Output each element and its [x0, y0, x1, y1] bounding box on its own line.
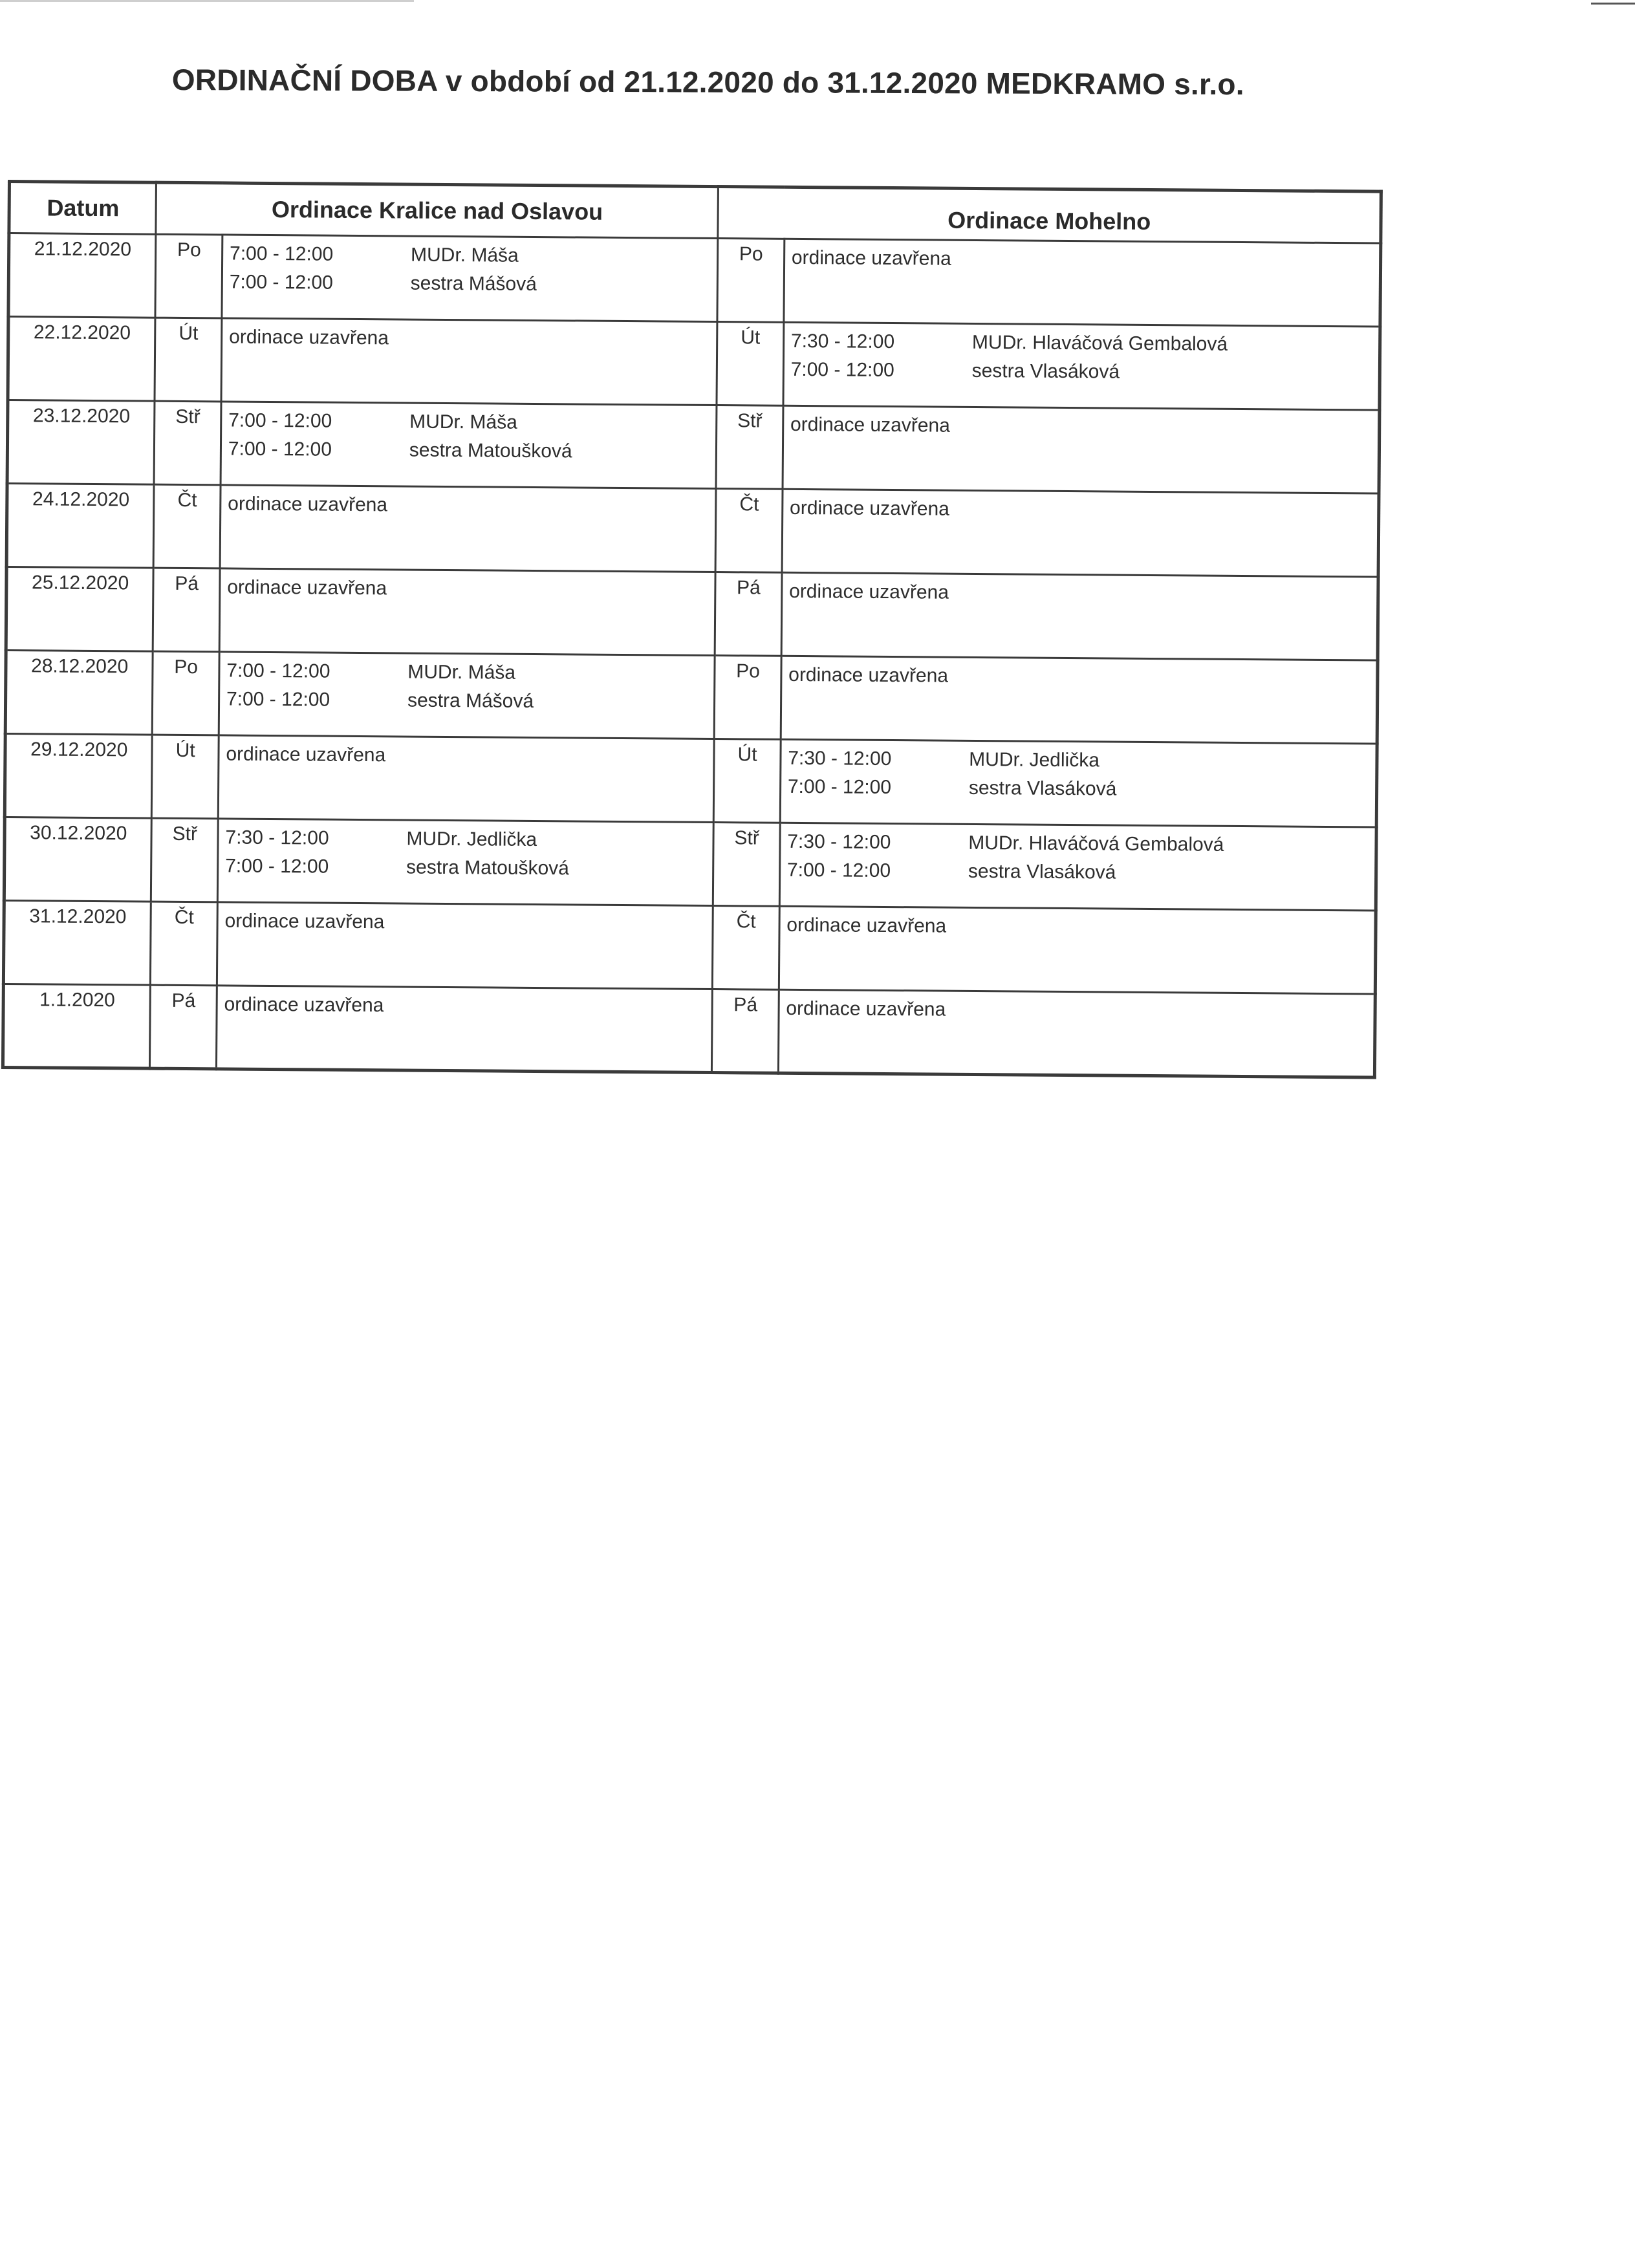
schedule-table: [1, 180, 1383, 1079]
k-line-2: [228, 435, 709, 467]
mohelno-day-cell: Stř: [716, 405, 783, 490]
mohelno-day-cell: Pá: [715, 572, 781, 656]
closed-note: ordinace uzavřena: [789, 497, 950, 520]
time-range: 7:00 - 12:00: [787, 775, 892, 799]
kralice-day-cell: Pá: [150, 985, 217, 1069]
mohelno-hours-cell: [783, 322, 1380, 410]
table-row: [5, 650, 1378, 744]
mohelno-day-cell: Pá: [712, 989, 779, 1074]
kralice-day-cell: Út: [152, 735, 219, 819]
staff-name: MUDr. Hlaváčová Gembalová: [971, 331, 1228, 355]
header-clinic-mohelno: Ordinace Mohelno: [718, 187, 1381, 244]
time-range: 7:00 - 12:00: [229, 243, 334, 265]
table-row: [3, 984, 1375, 1077]
kralice-hours-cell: [217, 902, 713, 989]
kralice-day-cell: Čt: [151, 902, 217, 986]
staff-name: MUDr. Hlaváčová Gembalová: [968, 832, 1224, 856]
scan-mark-top-left: [0, 0, 414, 2]
time-range: 7:00 - 12:00: [226, 688, 330, 711]
time-range: 7:00 - 12:00: [228, 409, 332, 432]
mohelno-day-cell: Po: [717, 239, 784, 323]
page-title: ORDINAČNÍ DOBA v období od 21.12.2020 do 31.12.2020 MEDKRAMO s.r.o.: [171, 62, 1244, 102]
date-cell: 29.12.2020: [5, 733, 152, 818]
k-line-2: [230, 268, 711, 300]
k-line-1: [230, 240, 711, 272]
staff-name: sestra Vlasáková: [968, 777, 1117, 800]
kralice-hours-cell: [221, 318, 717, 405]
kralice-day-cell: Po: [155, 234, 222, 318]
mohelno-hours-cell: [783, 405, 1380, 493]
m-line-1: [788, 744, 1369, 777]
mohelno-hours-cell: [778, 989, 1375, 1077]
staff-name: sestra Mášová: [410, 272, 537, 295]
kralice-hours-cell: [218, 735, 714, 823]
kralice-hours-cell: [219, 652, 715, 739]
kralice-day-cell: Pá: [153, 568, 220, 652]
time-range: 7:30 - 12:00: [788, 747, 892, 770]
staff-name: MUDr. Máša: [409, 411, 517, 433]
mohelno-day-cell: Čt: [713, 906, 779, 990]
mohelno-hours-cell: [779, 823, 1376, 911]
staff-name: MUDr. Jedlička: [969, 748, 1100, 772]
date-cell: 1.1.2020: [3, 984, 150, 1068]
closed-note: ordinace uzavřena: [790, 413, 950, 437]
staff-name: MUDr. Máša: [410, 244, 519, 266]
date-cell: 28.12.2020: [5, 650, 153, 735]
staff-name: sestra Matoušková: [406, 856, 570, 880]
table-row: [7, 400, 1380, 494]
table-header-row: [9, 182, 1381, 244]
closed-note: ordinace uzavřena: [224, 910, 385, 933]
m-line-1: [787, 828, 1369, 861]
closed-note: ordinace uzavřena: [229, 326, 389, 349]
date-cell: 25.12.2020: [6, 567, 153, 652]
time-range: 7:30 - 12:00: [790, 330, 895, 353]
staff-name: sestra Vlasáková: [968, 860, 1116, 883]
table-row: [4, 817, 1376, 911]
kralice-hours-cell: [222, 235, 718, 322]
mohelno-day-cell: Út: [714, 739, 781, 823]
m-line-1: [791, 327, 1372, 360]
date-cell: 21.12.2020: [8, 233, 156, 318]
table-row: [3, 900, 1376, 994]
mohelno-hours-cell: [781, 572, 1378, 660]
header-clinic-kralice: Ordinace Kralice nad Oslavou: [156, 182, 718, 238]
m-line-2: [787, 856, 1369, 889]
time-range: 7:30 - 12:00: [787, 830, 891, 854]
kralice-day-cell: Stř: [151, 818, 218, 902]
kralice-hours-cell: [219, 568, 715, 656]
closed-note: ordinace uzavřena: [228, 493, 388, 516]
date-cell: 31.12.2020: [3, 900, 151, 985]
scan-mark-top-right: [1591, 3, 1635, 5]
kralice-day-cell: Út: [155, 318, 221, 402]
m-line-2: [788, 773, 1369, 806]
staff-name: sestra Mášová: [407, 689, 534, 712]
closed-note: ordinace uzavřena: [227, 576, 387, 599]
time-range: 7:00 - 12:00: [229, 271, 333, 294]
mohelno-day-cell: Čt: [715, 489, 782, 573]
staff-name: sestra Matoušková: [409, 439, 572, 462]
table-row: [5, 733, 1377, 827]
mohelno-hours-cell: [781, 656, 1378, 744]
closed-note: ordinace uzavřena: [226, 743, 386, 766]
closed-note: ordinace uzavřena: [789, 580, 949, 603]
header-date: Datum: [9, 182, 157, 235]
staff-name: sestra Vlasáková: [971, 360, 1120, 383]
k-line-2: [225, 852, 706, 883]
kralice-hours-cell: [217, 819, 713, 906]
closed-note: ordinace uzavřena: [791, 246, 951, 270]
kralice-day-cell: Stř: [155, 401, 221, 485]
m-line-2: [790, 356, 1372, 389]
date-cell: 24.12.2020: [6, 484, 154, 568]
table-row: [8, 317, 1380, 411]
time-range: 7:30 - 12:00: [225, 826, 329, 849]
mohelno-hours-cell: [784, 239, 1381, 327]
date-cell: 30.12.2020: [4, 817, 151, 902]
kralice-hours-cell: [221, 402, 717, 489]
closed-note: ordinace uzavřena: [786, 997, 946, 1021]
k-line-2: [226, 686, 708, 717]
time-range: 7:00 - 12:00: [790, 358, 894, 382]
table-row: [6, 484, 1379, 578]
closed-note: ordinace uzavřena: [224, 993, 384, 1017]
time-range: 7:00 - 12:00: [225, 855, 329, 878]
k-line-1: [226, 657, 708, 689]
staff-name: MUDr. Jedlička: [406, 828, 537, 851]
kralice-day-cell: Po: [153, 651, 219, 735]
k-line-1: [228, 407, 709, 438]
date-cell: 23.12.2020: [7, 400, 155, 485]
closed-note: ordinace uzavřena: [786, 914, 947, 937]
closed-note: ordinace uzavřena: [788, 664, 949, 687]
time-range: 7:00 - 12:00: [228, 438, 332, 460]
table-row: [8, 233, 1381, 327]
mohelno-hours-cell: [780, 739, 1377, 827]
table-row: [6, 567, 1378, 661]
mohelno-day-cell: Stř: [713, 823, 780, 907]
kralice-day-cell: Čt: [154, 484, 221, 568]
mohelno-day-cell: Út: [717, 322, 783, 406]
k-line-1: [225, 823, 706, 855]
time-range: 7:00 - 12:00: [226, 660, 330, 682]
time-range: 7:00 - 12:00: [786, 859, 891, 882]
kralice-hours-cell: [216, 986, 712, 1073]
mohelno-day-cell: Po: [715, 656, 781, 740]
staff-name: MUDr. Máša: [407, 661, 516, 684]
mohelno-hours-cell: [779, 906, 1376, 994]
kralice-hours-cell: [220, 485, 716, 572]
mohelno-hours-cell: [782, 489, 1379, 577]
date-cell: 22.12.2020: [8, 317, 155, 402]
